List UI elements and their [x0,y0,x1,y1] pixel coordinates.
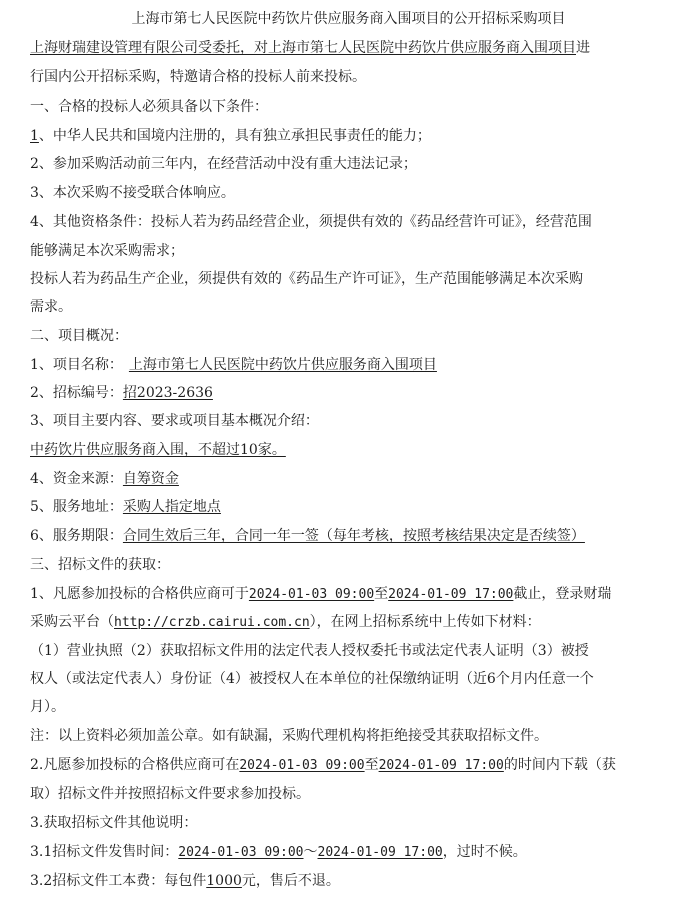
tender-code-row [30,384,675,402]
s3-p31 [30,843,675,861]
s3-p1-end-time: 2024-01-09 17:00 [388,587,514,602]
s3-p1-text-c: 截止，登录财瑞 [513,586,612,602]
materials-line-3: 月）。 [30,699,65,715]
materials-line-2: 权人（或法定代表人）身份证（4）被授权人在本单位的社保缴纳证明（近6个月内任意一个 [30,671,594,687]
intro-line-1 [30,39,675,57]
s1-item-4b: 能够满足本次采购需求； [30,243,184,259]
s1-item-4d: 需求。 [30,299,72,315]
s1-item-1 [30,127,675,145]
s3-p2-line2: 取）招标文件并按照招标文件要求参加投标。 [30,786,310,802]
s3-p2-text-b: 至 [364,757,379,773]
term-value: 合同生效后三年，合同一年一签（每年考核，按照考核结果决定是否续签） [122,528,585,544]
section-3-heading: 三、招标文件的获取： [30,557,170,573]
fund-row [30,470,675,488]
s1-item-2: 2、参加采购活动前三年内，在经营活动中没有重大违法记录； [30,156,417,172]
s3-p2-start-time: 2024-01-03 09:00 [239,758,365,773]
platform-url-link[interactable]: http://crzb.cairui.com.cn [114,615,310,630]
s3-p1-text-d: 采购云平台（ [30,614,114,630]
s1-item-4a: 4、其他资格条件：投标人若为药品经营企业，须提供有效的《药品经营许可证》，经营范围 [30,214,592,230]
s1-item-1-number: 1 [30,128,39,144]
content-value-row [30,441,675,459]
project-name-value: 上海市第七人民医院中药饮片供应服务商入围项目 [128,357,437,373]
address-row [30,498,675,516]
address-label: 5、服务地址： [30,499,123,515]
intro-tail: 进 [576,40,590,56]
s3-p1-line2 [30,613,675,631]
content-label: 3、项目主要内容、要求或项目基本概况介绍： [30,413,319,429]
section-2-heading: 二、项目概况： [30,328,128,344]
s3-p2-text-a: 2.凡愿参加投标的合格供应商可在 [30,757,240,773]
intro-agent: 上海财瑞建设管理有限公司受委托，对上海市第七人民医院中药饮片供应服务商入围项目 [30,40,576,56]
fee-amount: 1000 [206,873,242,889]
note-line: 注：以上资料必须加盖公章。如有缺漏，采购代理机构将拒绝接受其获取招标文件。 [30,728,548,744]
section-1-heading: 一、合格的投标人必须具备以下条件： [30,99,268,115]
project-name-row [30,356,675,374]
s3-p31-text-b: ～ [303,844,318,860]
tender-code-value: 招2023-2636 [122,385,213,401]
s3-p31-end-time: 2024-01-09 17:00 [317,845,443,860]
s3-p3: 3.获取招标文件其他说明： [30,815,198,831]
s3-p2-end-time: 2024-01-09 17:00 [378,758,504,773]
tender-code-label: 2、招标编号： [30,385,123,401]
page-title: 上海市第七人民医院中药饮片供应服务商入围项目的公开招标采购项目 [131,11,566,27]
s3-p32-text-a: 3.2招标文件工本费：每包件 [30,873,207,889]
term-label: 6、服务期限： [30,528,123,544]
s3-p1-text-a: 1、凡愿参加投标的合格供应商可于 [30,586,249,602]
s3-p32-text-b: 元，售后不退。 [241,873,340,889]
s3-p1-text-e: ），在网上招标系统中上传如下材料： [309,614,541,630]
s3-p31-text-c: ，过时不候。 [442,844,527,860]
s3-p2-line1 [30,756,675,774]
term-row [30,527,675,545]
s3-p32 [30,872,675,890]
s1-item-3: 3、本次采购不接受联合体响应。 [30,185,235,201]
s3-p2-text-c: 的时间内下载（获 [503,757,616,773]
content-value: 中药饮片供应服务商入围，不超过10家。 [30,442,286,458]
intro-line-2: 行国内公开招标采购，特邀请合格的投标人前来投标。 [30,69,366,85]
materials-line-1: （1）营业执照（2）获取招标文件用的法定代表人授权委托书或法定代表人证明（3）被授 [30,643,589,659]
s1-item-4c: 投标人若为药品生产企业，须提供有效的《药品生产许可证》，生产范围能够满足本次采购 [30,271,583,287]
fund-value: 自筹资金 [122,471,179,487]
s3-p31-start-time: 2024-01-03 09:00 [178,845,304,860]
project-name-label: 1、项目名称： [30,357,123,373]
s3-p31-text-a: 3.1招标文件发售时间： [30,844,179,860]
s3-p1-text-b: 至 [374,586,389,602]
s3-p1-line1 [30,585,675,603]
address-value: 采购人指定地点 [122,499,221,515]
fund-label: 4、资金来源： [30,471,123,487]
s3-p1-start-time: 2024-01-03 09:00 [248,587,375,602]
s1-item-1-text: 、中华人民共和国境内注册的，具有独立承担民事责任的能力； [38,128,431,144]
